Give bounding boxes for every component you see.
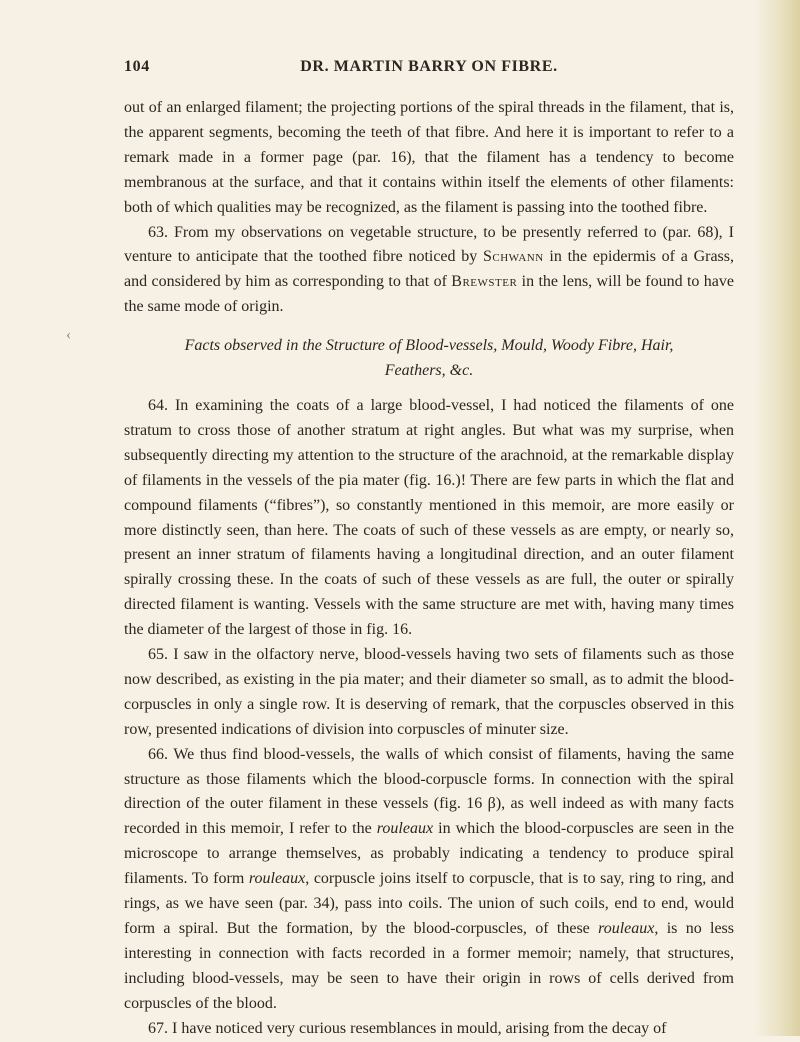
page-header xyxy=(124,58,734,76)
section-heading-line-1: Facts observed in the Structure of Blood-vessels, Mould, Woody Fibre, Hair, xyxy=(184,337,674,355)
paragraph-64: 64. In examining the coats of a large blood-vessel, I had noticed the filaments of one stratum to cross those of another stratum at right angles. But what was my surprise, when subsequently directing my attention to the structure of the arachnoid, at the remarkable display of filaments in the vessels of the pia mater (fig. 16.)! There are few parts in which the flat and compound filaments (“fibres”), so constantly mentioned in this memoir, are more easily or more distinctly seen, than here. The coats of such of these vessels as are empty, or nearly so, present an inner stratum of filaments having a longitudinal direction, and an outer filament spirally crossing these. In the coats of such of these vessels as are full, the outer or spirally directed filament is wanting. Vessels with the same structure are met with, having many times the diameter of the largest of those in fig. 16. xyxy=(124,396,734,639)
paragraph-66-text-b: in which the blood-corpuscles are seen in the microscope to arrange themselves, as probably indicating a tendency to produce spiral filaments. To form xyxy=(124,820,734,888)
term-rouleaux-2: rouleaux xyxy=(248,870,306,888)
paragraph-63-text-a: 63. From my observations on vegetable structure, to be presently referred to (par. 68), I venture to anticipate that the toothed fibre noticed by xyxy=(124,223,734,266)
margin-mark: ‹ xyxy=(66,327,71,343)
page-edge-shadow xyxy=(754,0,800,1036)
term-rouleaux-1: rouleaux xyxy=(376,820,434,838)
running-title: DR. MARTIN BARRY ON FIBRE. xyxy=(300,58,558,75)
paragraph-63-text-b: in the epidermis of a Grass, and considered by him as corresponding to that of xyxy=(124,248,735,291)
paragraph-66-text-c: , corpuscle joins itself to corpuscle, that is to say, ring to ring, and rings, as we have seen (par. 34), pass into coils. The union of such coils, end to end, would form a spiral. But the formation, by the blood-corpuscles, of these xyxy=(124,870,735,937)
paragraph-63 xyxy=(124,221,734,321)
paragraph-65: 65. I saw in the olfactory nerve, blood-vessels having two sets of filaments such as those now described, as existing in the pia mater; and their diameter so small, as to admit the blood-corpuscles in only a single row. It is deserving of remark, that the corpuscles observed in this row, presented indications of division into corpuscles of minuter size. xyxy=(124,646,734,738)
paragraph-66-text-a: 66. We thus find blood-vessels, the walls of which consist of filaments, having the same structure as those filaments which the blood-corpuscle forms. In connection with the spiral direction of the outer filament in these vessels (fig. 16 β), as well indeed as with many facts recorded in this memoir, I refer to the xyxy=(124,745,734,838)
paragraph-66-text-d: , is no less interesting in connection with facts recorded in a former memoir; namely, that structures, including blood-vessels, may be seen to have their origin in rows of cells derived from corpuscles of the blood. xyxy=(124,920,735,1012)
paragraph-continuation: out of an enlarged filament; the projecting portions of the spiral threads in the filament, that is, the apparent segments, becoming the teeth of that fibre. And here it is important to refer to a remark made in a former page (par. 16), that the filament has a tendency to become membranous at the surface, and that it contains within itself the elements of other filaments: both of which qualities may be recognized, as the filament is passing into the toothed fibre. xyxy=(124,99,734,216)
author-name-schwann: Schwann xyxy=(483,248,544,266)
section-heading xyxy=(124,334,734,384)
paragraph-66 xyxy=(124,743,734,1017)
page-body xyxy=(124,96,734,1042)
term-rouleaux-3: rouleaux xyxy=(598,920,655,937)
section-heading-line-2: Feathers, &c. xyxy=(384,362,474,380)
paragraph-67: 67. I have noticed very curious resemblances in mould, arising from the decay of xyxy=(148,1019,667,1037)
author-name-brewster: Brewster xyxy=(451,273,518,291)
page-number: 104 xyxy=(124,58,150,75)
paragraph-63-text-c: in the lens, will be found to have the same mode of origin. xyxy=(124,273,735,316)
